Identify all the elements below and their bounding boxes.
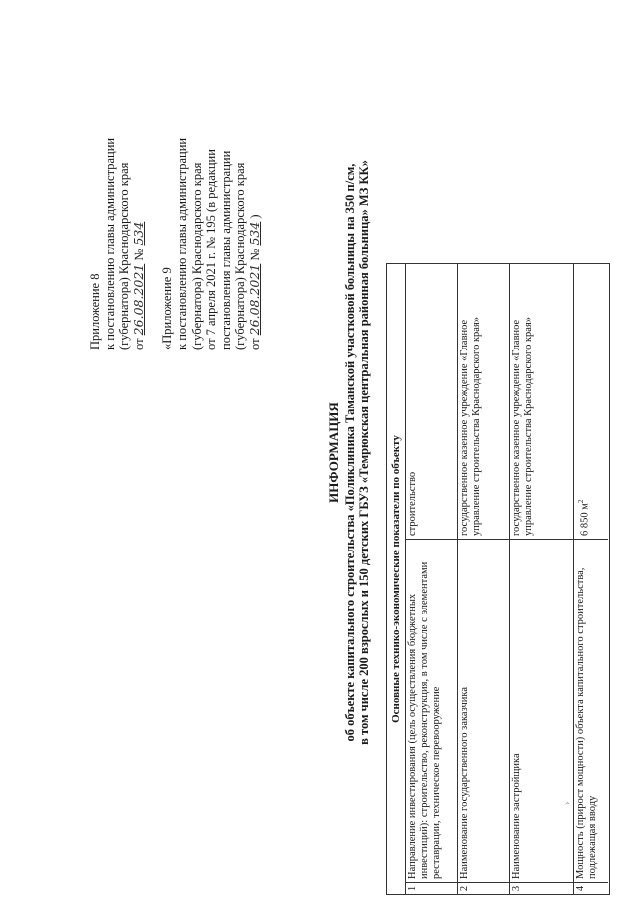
approval-line-2: к постановлению главы администрации (102, 137, 117, 350)
margin-mark: › (562, 801, 573, 805)
row-label: Наименование застройщика (509, 539, 573, 882)
number2-separator: № (247, 245, 262, 264)
row-value (573, 264, 608, 539)
row-number: 2 (457, 882, 509, 894)
row-number: 4 (573, 882, 608, 894)
approval-line-3: (губернатора) Краснодарского края (117, 162, 132, 350)
approval2-signature-line (248, 20, 263, 350)
approval2-line-6: (губернатора) Краснодарского края (233, 162, 248, 350)
table-row (509, 264, 574, 894)
sign-prefix: от (131, 335, 146, 350)
document-subtitle-line-1: об объекте капитального строительства «Поликлиника Таманской участковой больницы на 350 п/см, (343, 163, 357, 742)
table-row (457, 264, 510, 894)
area-unit-superscript: 2 (577, 499, 585, 504)
handwritten-date: 26.08.2021 (130, 263, 146, 336)
document-title: ИНФОРМАЦИЯ (326, 402, 341, 503)
row-number: 3 (509, 882, 573, 894)
approval2-line-2: к постановлению главы администрации (174, 137, 189, 350)
number-separator: № (131, 245, 146, 264)
sign2-prefix: от (247, 335, 262, 350)
row-label: Направление инвестирования (цель осуществления бюджетных инвестиций): строительство, реконструкция, в том числе с элементами реставрации, техническое перевооружение (405, 539, 457, 882)
area-value: 6 850 м (579, 503, 591, 536)
table-header: Основные технико-экономические показатели по объекту (387, 264, 406, 894)
approval2-line-1: «Приложение 9 (160, 267, 175, 350)
document-subtitle-line-2: в том числе 200 взрослых и 150 детских ГБУЗ «Темрюкская центральная районная больница» МЗ КК» (357, 160, 371, 745)
sign2-suffix: ) (247, 214, 262, 222)
approval-line-1: Приложение 8 (88, 273, 102, 350)
approval-signature-line (132, 20, 147, 350)
approval2-line-4: от 7 апреля 2021 г. № 195 (в редакции (204, 149, 219, 350)
approval-block (88, 20, 263, 350)
row-number: 1 (405, 882, 457, 894)
approval2-line-3: (губернатора) Краснодарского края (189, 162, 204, 350)
row-value: строительство (407, 471, 418, 536)
indicators-table (386, 263, 610, 895)
handwritten-number: 534 (130, 221, 146, 246)
approval2-line-5: постановления главы администрации (218, 150, 233, 350)
row-label: Наименование государственного заказчика (457, 539, 509, 882)
table-row (405, 264, 458, 894)
row-label: Мощность (прирост мощности) объекта капитального строительства, подлежащая вводу (573, 539, 608, 882)
table-row (573, 264, 608, 894)
row-value: государственное казенное учреждение «Главное управление строительства Краснодарского края» (459, 316, 482, 536)
handwritten-date-2: 26.08.2021 (246, 263, 262, 336)
row-value: государственное казенное учреждение «Главное управление строительства Краснодарского края» (511, 316, 534, 536)
handwritten-number-2: 534 (246, 221, 262, 246)
